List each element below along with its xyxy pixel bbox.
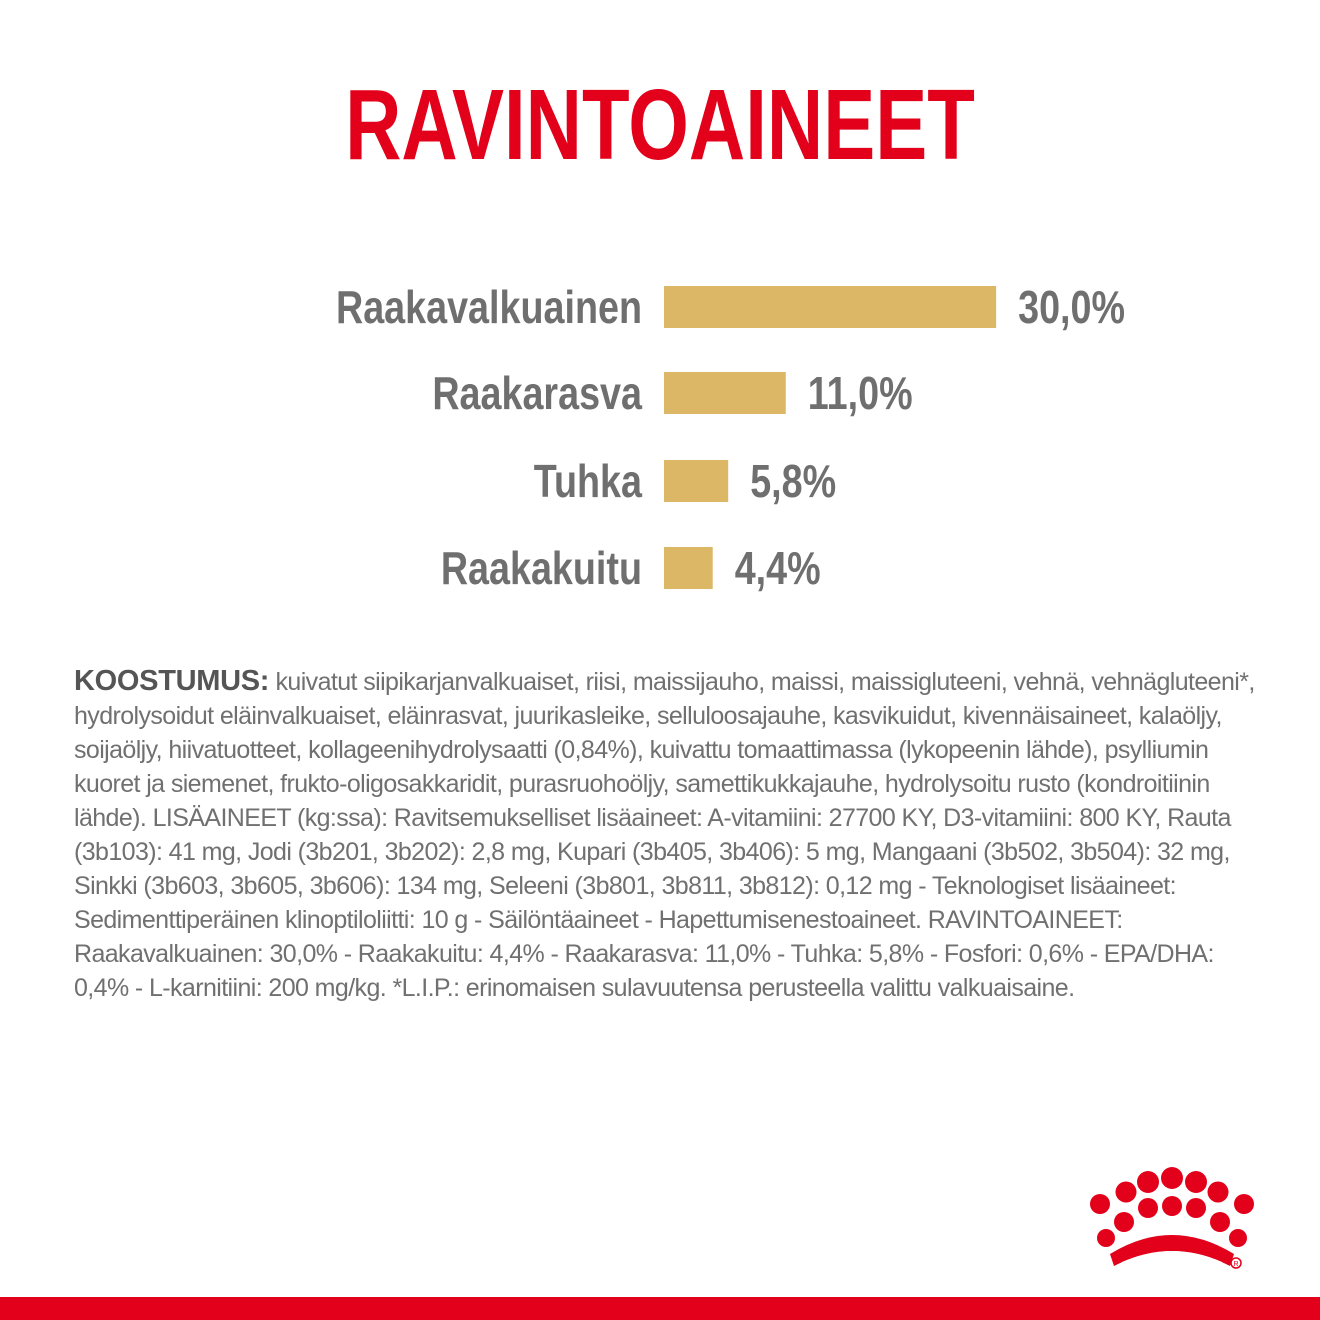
value-label: 4,4% [734, 542, 821, 594]
bottom-accent-bar [0, 1297, 1320, 1320]
category-label: Raakakuitu [440, 542, 642, 594]
page-title: RAVINTOAINEET [345, 69, 975, 181]
bar [664, 460, 728, 502]
nutrient-bar-chart [0, 260, 1320, 620]
svg-text:R: R [1233, 1261, 1239, 1268]
value-label: 5,8% [750, 455, 837, 507]
category-label: Raakavalkuainen [335, 281, 642, 333]
royal-canin-crown-icon [1082, 1166, 1262, 1276]
value-label: 30,0% [1018, 281, 1126, 333]
category-label: Raakarasva [432, 367, 642, 419]
composition-heading: KOOSTUMUS: [74, 665, 270, 697]
value-label: 11,0% [807, 367, 913, 419]
bar [664, 547, 713, 589]
composition-text [74, 664, 1264, 1005]
composition-body: kuivatut siipikarjanvalkuaiset, riisi, maissijauho, maissi, maissigluteeni, vehnä, vehnägluteeni*, hydrolysoidut eläinvalkuaiset, eläinrasvat, juurikasleike, selluloosajauhe, kasvikuidut, kivennäisaineet, kalaöljy, soijaöljy, hiivatuotteet, kollageenihydrolysaatti (0,84%), kuivattu tomaattimassa (lykopeenin lähde), psylliumin kuoret ja siemenet, frukto-oligosakkaridit, purasruohoöljy, samettikukkajauhe, hydrolysoitu rusto (kondroitiinin lähde). LISÄAINEET (kg:ssa): Ravitsemukselliset lisäaineet: A-vitamiini: 27700 KY, D3-vitamiini: 800 KY, Rauta (3b103): 41 mg, Jodi (3b201, 3b202): 2,8 mg, Kupari (3b405, 3b406): 5 mg, Mangaani (3b502, 3b504): 32 mg, Sinkki (3b603, 3b605, 3b606): 134 mg, Seleeni (3b801, 3b811, 3b812): 0,12 mg - Teknologiset lisäaineet: Sedimenttiperäinen klinoptiloliitti: 10 g - Säilöntäaineet - Hapettumisenestoaineet. RAVINTOAINEET: Raakavalkuainen: 30,0% - Raakakuitu: 4,4% - Raakarasva: 11,0% - Tuhka: 5,8% - Fosfori: 0,6% - EPA/DHA: 0,4% - L-karnitiini: 200 mg/kg. *L.I.P.: erinomaisen sulavuutensa perusteella valittu valkuaisaine. [74, 668, 1255, 1002]
bar [664, 372, 786, 414]
bar [664, 286, 996, 328]
category-label: Tuhka [533, 455, 642, 507]
